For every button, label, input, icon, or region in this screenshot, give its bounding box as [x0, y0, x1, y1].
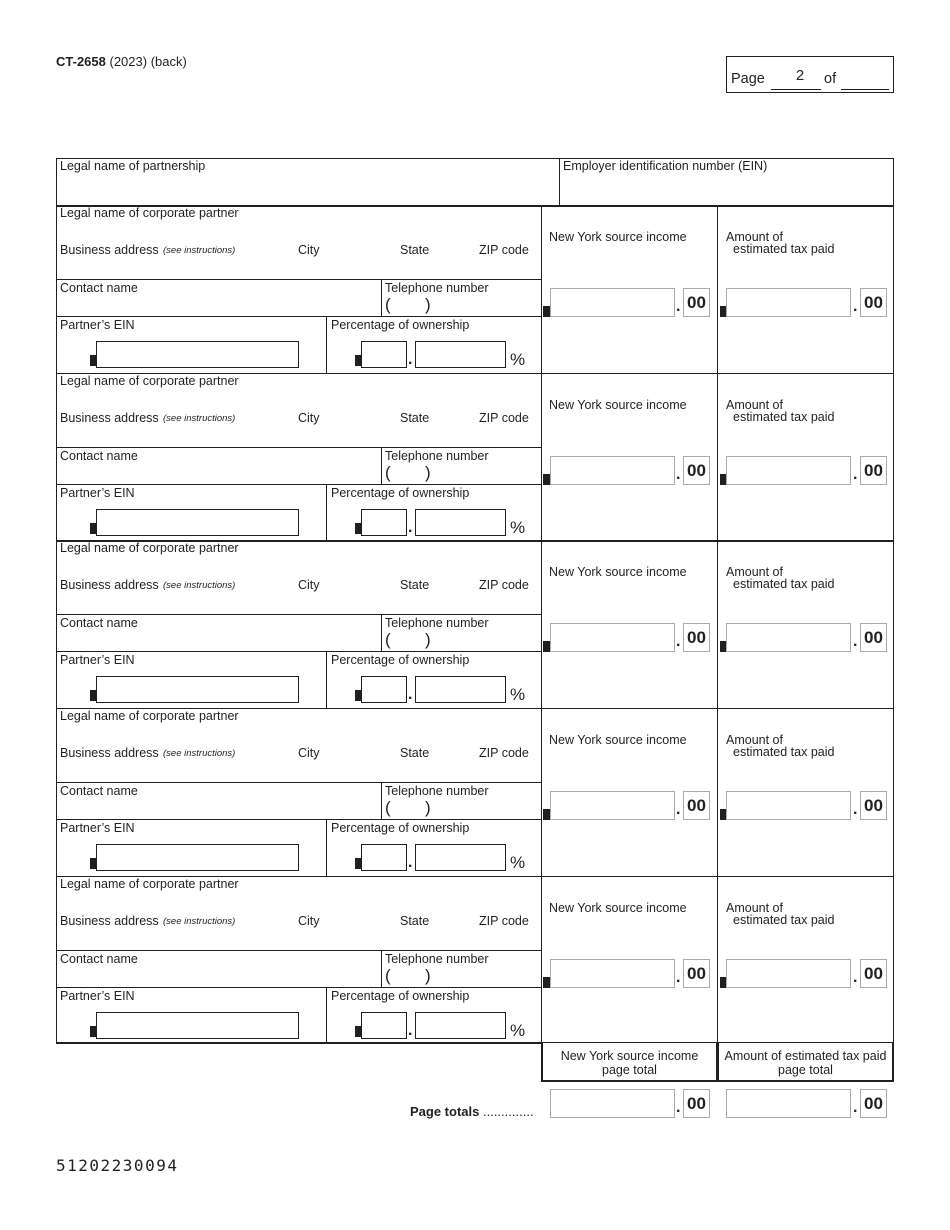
partner-1-contact-input[interactable]	[60, 296, 376, 314]
partner-4-contact-input[interactable]	[60, 799, 376, 817]
rule	[56, 158, 57, 206]
ny-income-total-label: New York source income	[560, 1049, 699, 1063]
rule	[56, 782, 541, 783]
leader-dots: ..............	[482, 1104, 534, 1119]
form-barcode-number: 51202230094	[56, 1156, 179, 1175]
rule	[56, 876, 57, 1044]
rule	[717, 876, 718, 1044]
decimal-point: .	[676, 801, 681, 818]
rule	[56, 205, 57, 373]
rule	[56, 987, 541, 988]
decimal-point: .	[408, 351, 413, 368]
partner-5-telephone-input[interactable]	[395, 967, 535, 985]
partner-5-telephone-label: Telephone number	[385, 952, 489, 966]
partner-5-name-input[interactable]	[60, 893, 535, 913]
rule	[541, 708, 542, 876]
partner-5-city-label: City	[298, 914, 320, 928]
partner-5-amount-of-label: Amount of	[726, 901, 783, 915]
rule	[326, 316, 327, 373]
of-label: of	[824, 71, 837, 87]
partner-2-tax-paid-label: estimated tax paid	[733, 410, 835, 424]
partner-2-paren-open: (	[385, 463, 391, 482]
partner-2-tax-paid-input[interactable]	[726, 456, 851, 485]
partner-4-state-label: State	[400, 746, 430, 760]
partner-2-ownership-whole-input[interactable]	[361, 509, 407, 536]
decimal-point: .	[853, 801, 858, 818]
rule	[56, 614, 541, 615]
partner-1-name-label: Legal name of corporate partner	[60, 206, 239, 220]
page-indicator	[726, 56, 894, 93]
partner-4-amount-of-label: Amount of	[726, 733, 783, 747]
partner-1-tax-paid-input[interactable]	[726, 288, 851, 317]
partner-2-ein-input[interactable]	[96, 509, 299, 536]
rule	[56, 447, 541, 448]
partner-3-tax-paid-cents: 00	[860, 623, 887, 652]
partner-1-amount-of-label: Amount of	[726, 230, 783, 244]
partner-3-amount-of-label: Amount of	[726, 565, 783, 579]
partner-5-ownership-decimal-input[interactable]	[415, 1012, 506, 1039]
partner-2-ny-income-cents: 00	[683, 456, 710, 485]
entry-marker	[543, 809, 550, 820]
partner-5-see-instructions: (see instructions)	[163, 916, 236, 927]
rule	[381, 782, 382, 819]
decimal-point: .	[408, 519, 413, 536]
partner-5-paren-open: (	[385, 966, 391, 985]
partner-1-ownership-decimal-input[interactable]	[415, 341, 506, 368]
decimal-point: .	[676, 298, 681, 315]
partner-5-state-label: State	[400, 914, 430, 928]
partner-3-telephone-label: Telephone number	[385, 616, 489, 630]
partner-1-ownership-whole-input[interactable]	[361, 341, 407, 368]
rule	[559, 158, 560, 206]
partner-1-ownership-label: Percentage of ownership	[331, 318, 470, 332]
partner-4-paren-open: (	[385, 798, 391, 817]
ny-income-total-header	[541, 1043, 718, 1082]
partner-1-zip-label: ZIP code	[479, 243, 529, 257]
partner-3-ny-income-input[interactable]	[550, 623, 675, 652]
partner-1-telephone-input[interactable]	[395, 296, 535, 314]
rule	[326, 651, 327, 708]
partner-2-address-label: Business address	[60, 411, 159, 425]
rule	[893, 205, 894, 373]
partner-2-name-label: Legal name of corporate partner	[60, 374, 239, 388]
rule	[893, 373, 894, 541]
partner-3-contact-input[interactable]	[60, 631, 376, 649]
partner-1-percent-sign: %	[510, 350, 526, 369]
partner-1-paren-close: )	[425, 295, 431, 314]
partner-4-paren-close: )	[425, 798, 431, 817]
partner-3-ownership-whole-input[interactable]	[361, 676, 407, 703]
partner-1-ein-label: Partner’s EIN	[60, 318, 135, 332]
partner-5-tax-paid-input[interactable]	[726, 959, 851, 988]
partner-2-address-input[interactable]	[60, 426, 535, 445]
decimal-point: .	[408, 854, 413, 871]
rule	[56, 540, 57, 708]
partner-4-address-input[interactable]	[60, 761, 535, 780]
partner-4-city-label: City	[298, 746, 320, 760]
partner-4-telephone-label: Telephone number	[385, 784, 489, 798]
partner-5-ny-income-label: New York source income	[549, 901, 687, 915]
partner-3-paren-open: (	[385, 630, 391, 649]
partner-4-ny-income-label: New York source income	[549, 733, 687, 747]
decimal-point: .	[853, 969, 858, 986]
partner-1-tax-paid-label: estimated tax paid	[733, 242, 835, 256]
partner-3-ein-label: Partner’s EIN	[60, 653, 135, 667]
partner-1-name-input[interactable]	[60, 222, 535, 242]
ny-income-page-total-cents: 00	[683, 1089, 710, 1118]
partner-3-name-input[interactable]	[60, 557, 535, 577]
partner-5-address-label: Business address	[60, 914, 159, 928]
partner-3-see-instructions: (see instructions)	[163, 580, 236, 591]
partner-5-contact-label: Contact name	[60, 952, 138, 966]
partner-3-percent-sign: %	[510, 685, 526, 704]
partner-3-ny-income-cents: 00	[683, 623, 710, 652]
partner-3-ein-input[interactable]	[96, 676, 299, 703]
rule	[541, 540, 542, 708]
partner-2-ownership-label: Percentage of ownership	[331, 486, 470, 500]
partner-3-state-label: State	[400, 578, 430, 592]
partner-4-tax-paid-input[interactable]	[726, 791, 851, 820]
partner-4-address-label: Business address	[60, 746, 159, 760]
partner-4-zip-label: ZIP code	[479, 746, 529, 760]
partner-2-contact-label: Contact name	[60, 449, 138, 463]
partner-3-address-label: Business address	[60, 578, 159, 592]
partner-3-name-label: Legal name of corporate partner	[60, 541, 239, 555]
partner-3-contact-label: Contact name	[60, 616, 138, 630]
entry-marker	[543, 306, 550, 317]
rule	[326, 819, 327, 876]
partner-3-paren-close: )	[425, 630, 431, 649]
partner-4-telephone-input[interactable]	[395, 799, 535, 817]
partner-3-ownership-label: Percentage of ownership	[331, 653, 470, 667]
partner-5-address-input[interactable]	[60, 929, 535, 948]
partner-2-percent-sign: %	[510, 518, 526, 537]
partner-1-state-label: State	[400, 243, 430, 257]
form-identifier	[56, 54, 187, 69]
decimal-point: .	[853, 1099, 858, 1116]
partner-2-see-instructions: (see instructions)	[163, 413, 236, 424]
rule	[56, 708, 57, 876]
page-totals-text: Page totals	[410, 1104, 480, 1119]
partner-1-address-label: Business address	[60, 243, 159, 257]
partner-4-ein-input[interactable]	[96, 844, 299, 871]
partner-4-ownership-whole-input[interactable]	[361, 844, 407, 871]
decimal-point: .	[676, 969, 681, 986]
partner-3-zip-label: ZIP code	[479, 578, 529, 592]
rule	[381, 614, 382, 651]
partner-1-ein-input[interactable]	[96, 341, 299, 368]
partner-2-zip-label: ZIP code	[479, 411, 529, 425]
partner-2-state-label: State	[400, 411, 430, 425]
page-label: Page	[731, 71, 765, 87]
partner-4-tax-paid-cents: 00	[860, 791, 887, 820]
partner-4-percent-sign: %	[510, 853, 526, 872]
rule	[717, 540, 718, 708]
partner-4-ny-income-cents: 00	[683, 791, 710, 820]
rule	[717, 708, 718, 876]
partner-5-paren-close: )	[425, 966, 431, 985]
partner-3-ny-income-label: New York source income	[549, 565, 687, 579]
partner-1-contact-label: Contact name	[60, 281, 138, 295]
partner-5-tax-paid-label: estimated tax paid	[733, 913, 835, 927]
partner-1-ny-income-label: New York source income	[549, 230, 687, 244]
partner-5-ownership-label: Percentage of ownership	[331, 989, 470, 1003]
partner-5-ny-income-input[interactable]	[550, 959, 675, 988]
partner-1-ny-income-cents: 00	[683, 288, 710, 317]
partner-2-telephone-label: Telephone number	[385, 449, 489, 463]
decimal-point: .	[853, 466, 858, 483]
partner-1-city-label: City	[298, 243, 320, 257]
decimal-point: .	[676, 1099, 681, 1116]
partner-4-name-label: Legal name of corporate partner	[60, 709, 239, 723]
partner-5-ein-input[interactable]	[96, 1012, 299, 1039]
decimal-point: .	[408, 1022, 413, 1039]
tax-paid-page-total-input[interactable]	[726, 1089, 851, 1118]
page-totals-label	[410, 1104, 534, 1119]
partner-4-contact-label: Contact name	[60, 784, 138, 798]
partner-5-zip-label: ZIP code	[479, 914, 529, 928]
rule	[893, 708, 894, 876]
rule	[381, 279, 382, 316]
rule	[56, 819, 541, 820]
partner-1-telephone-label: Telephone number	[385, 281, 489, 295]
rule	[381, 950, 382, 987]
partnership-ein-label: Employer identification number (EIN)	[563, 159, 768, 173]
rule	[893, 540, 894, 708]
tax-paid-total-label: Amount of estimated tax paid	[724, 1049, 887, 1063]
partner-1-address-input[interactable]	[60, 258, 535, 277]
rule	[326, 484, 327, 541]
rule	[541, 373, 542, 541]
partner-2-tax-paid-cents: 00	[860, 456, 887, 485]
rule	[541, 205, 542, 373]
partner-2-name-input[interactable]	[60, 390, 535, 410]
rule	[56, 484, 541, 485]
partner-2-city-label: City	[298, 411, 320, 425]
partner-4-ownership-label: Percentage of ownership	[331, 821, 470, 835]
partner-1-paren-open: (	[385, 295, 391, 314]
partner-3-city-label: City	[298, 578, 320, 592]
rule	[717, 205, 718, 373]
rule	[56, 373, 57, 541]
decimal-point: .	[676, 466, 681, 483]
partner-5-contact-input[interactable]	[60, 967, 376, 985]
decimal-point: .	[853, 298, 858, 315]
partner-5-percent-sign: %	[510, 1021, 526, 1040]
rule	[893, 158, 894, 206]
partner-2-telephone-input[interactable]	[395, 464, 535, 482]
page-total-count-field[interactable]	[841, 89, 889, 90]
form-suffix: (2023) (back)	[109, 54, 187, 69]
partnership-ein-input[interactable]	[563, 176, 889, 202]
partner-2-ny-income-label: New York source income	[549, 398, 687, 412]
partner-4-ein-label: Partner’s EIN	[60, 821, 135, 835]
partner-3-telephone-input[interactable]	[395, 631, 535, 649]
partner-2-paren-close: )	[425, 463, 431, 482]
partner-2-ny-income-input[interactable]	[550, 456, 675, 485]
rule	[326, 987, 327, 1044]
rule	[893, 876, 894, 1044]
partner-3-address-input[interactable]	[60, 593, 535, 612]
rule	[541, 876, 542, 1044]
tax-paid-total-header	[717, 1043, 894, 1082]
partner-4-ny-income-input[interactable]	[550, 791, 675, 820]
partner-1-see-instructions: (see instructions)	[163, 245, 236, 256]
rule	[56, 316, 541, 317]
partner-4-name-input[interactable]	[60, 725, 535, 745]
partner-5-name-label: Legal name of corporate partner	[60, 877, 239, 891]
partner-5-ein-label: Partner’s EIN	[60, 989, 135, 1003]
partner-5-ownership-whole-input[interactable]	[361, 1012, 407, 1039]
partner-5-ny-income-cents: 00	[683, 959, 710, 988]
entry-marker	[543, 641, 550, 652]
partner-2-ein-label: Partner’s EIN	[60, 486, 135, 500]
ny-income-total-sublabel: page total	[602, 1063, 657, 1077]
page-number-line	[771, 89, 821, 90]
partner-3-ownership-decimal-input[interactable]	[415, 676, 506, 703]
tax-paid-page-total-cents: 00	[860, 1089, 887, 1118]
rule	[717, 373, 718, 541]
entry-marker	[543, 474, 550, 485]
partnership-name-label: Legal name of partnership	[60, 159, 206, 173]
partner-1-tax-paid-cents: 00	[860, 288, 887, 317]
rule	[381, 447, 382, 484]
partnership-name-input[interactable]	[60, 176, 555, 202]
rule	[56, 279, 541, 280]
decimal-point: .	[408, 686, 413, 703]
partner-2-contact-input[interactable]	[60, 464, 376, 482]
partner-4-tax-paid-label: estimated tax paid	[733, 745, 835, 759]
partner-1-ny-income-input[interactable]	[550, 288, 675, 317]
partner-3-tax-paid-label: estimated tax paid	[733, 577, 835, 591]
decimal-point: .	[676, 633, 681, 650]
rule	[56, 950, 541, 951]
rule	[56, 651, 541, 652]
partner-2-amount-of-label: Amount of	[726, 398, 783, 412]
partner-5-tax-paid-cents: 00	[860, 959, 887, 988]
tax-paid-total-sublabel: page total	[778, 1063, 833, 1077]
entry-marker	[543, 977, 550, 988]
partner-3-tax-paid-input[interactable]	[726, 623, 851, 652]
partner-4-see-instructions: (see instructions)	[163, 748, 236, 759]
partner-4-ownership-decimal-input[interactable]	[415, 844, 506, 871]
decimal-point: .	[853, 633, 858, 650]
ny-income-page-total-input[interactable]	[550, 1089, 675, 1118]
partner-2-ownership-decimal-input[interactable]	[415, 509, 506, 536]
form-number: CT-2658	[56, 54, 106, 69]
page-number[interactable]: 2	[795, 67, 805, 84]
